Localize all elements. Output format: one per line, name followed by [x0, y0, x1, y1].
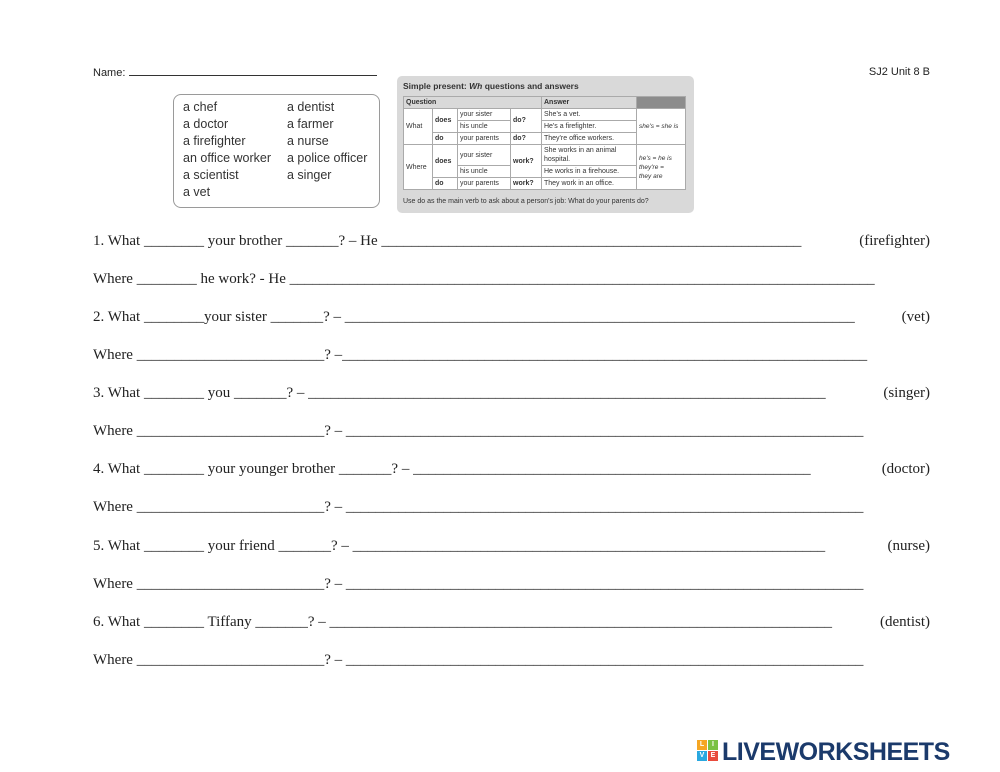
contraction: she's = she is	[639, 123, 679, 130]
question-text: Where _________________________? – _____________________________________________________________________	[93, 499, 864, 515]
name-line	[129, 66, 377, 76]
aux-does: does	[433, 145, 458, 178]
logo-letter: V	[697, 751, 707, 761]
wh-where: Where	[404, 145, 433, 190]
question-text: Where _________________________? – _____________________________________________________________________	[93, 652, 864, 668]
logo-letter: E	[708, 751, 718, 761]
question-line[interactable]	[93, 347, 930, 367]
question-line[interactable]	[93, 385, 930, 405]
question-line[interactable]	[93, 461, 930, 481]
verb: do?	[511, 133, 542, 145]
subject: your parents	[458, 178, 511, 190]
subject: your parents	[458, 133, 511, 145]
contractions	[637, 145, 686, 190]
question-line[interactable]	[93, 271, 930, 291]
question-line[interactable]	[93, 499, 930, 519]
question-text: 1. What ________ your brother _______? – He ________________________________________________________	[93, 233, 802, 249]
word-item: an office worker	[183, 151, 272, 165]
question-line[interactable]	[93, 233, 930, 253]
answer: They're office workers.	[542, 133, 637, 145]
verb: do?	[511, 109, 542, 133]
question-hint: (vet)	[901, 309, 930, 325]
answer: He's a firefighter.	[542, 121, 637, 133]
answer: They work in an office.	[542, 178, 637, 190]
subject: your sister	[458, 145, 511, 166]
word-item: a dentist	[287, 100, 335, 114]
wh-what: What	[404, 109, 433, 145]
grammar-title	[403, 81, 579, 91]
answer: She's a vet.	[542, 109, 637, 121]
subject: your sister	[458, 109, 511, 121]
contraction: he's = he is	[639, 154, 672, 162]
subject: his uncle	[458, 166, 511, 178]
answer-line: hospital.	[544, 156, 571, 163]
verb: work?	[511, 178, 542, 190]
side-header	[637, 97, 686, 109]
aux-does: does	[433, 109, 458, 133]
aux-do: do	[433, 178, 458, 190]
word-item: a singer	[287, 168, 332, 182]
question-line[interactable]	[93, 538, 930, 558]
word-box	[173, 94, 380, 208]
question-text: 2. What ________your sister _______? – ____________________________________________________________________	[93, 309, 855, 325]
question-text: Where _________________________? –______________________________________________________________________	[93, 347, 868, 363]
question-hint: (singer)	[883, 385, 930, 401]
col-question: Question	[404, 97, 542, 109]
grammar-title-wh: Wh	[469, 81, 483, 91]
contraction: they are	[639, 172, 663, 180]
subject: his uncle	[458, 121, 511, 133]
word-item: a vet	[183, 185, 211, 199]
question-text: Where _________________________? – _____________________________________________________________________	[93, 576, 864, 592]
grammar-note: Use do as the main verb to ask about a person's job: What do your parents do?	[403, 198, 649, 205]
liveworksheets-logo[interactable]	[697, 738, 992, 766]
logo-squares-icon	[697, 740, 719, 762]
unit-label: SJ2 Unit 8 B	[868, 66, 930, 78]
answer	[542, 145, 637, 166]
logo-letter: I	[708, 740, 718, 750]
word-item: a police officer	[287, 151, 368, 165]
logo-text: LIVEWORKSHEETS	[722, 738, 950, 766]
word-item: a farmer	[287, 117, 334, 131]
answer-line: She works in an animal	[544, 147, 617, 154]
question-hint: (dentist)	[880, 614, 930, 630]
grammar-title-prefix: Simple present:	[403, 81, 470, 91]
question-text: 3. What ________ you _______? – _____________________________________________________________________	[93, 385, 826, 401]
question-hint: (firefighter)	[859, 233, 930, 249]
word-item: a doctor	[183, 117, 229, 131]
name-field	[93, 66, 377, 79]
grammar-title-suffix: questions and answers	[482, 81, 579, 91]
logo-letter: L	[697, 740, 707, 750]
question-line[interactable]	[93, 614, 930, 634]
name-label: Name:	[93, 67, 126, 79]
question-text: 5. What ________ your friend _______? – _______________________________________________________________	[93, 538, 826, 554]
question-text: 4. What ________ your younger brother _______? – _____________________________________________________	[93, 461, 811, 477]
grammar-table	[403, 96, 686, 190]
question-text: Where ________ he work? - He ______________________________________________________________________________	[93, 271, 875, 287]
word-item: a scientist	[183, 168, 239, 182]
contraction: they're =	[639, 163, 664, 171]
word-item: a chef	[183, 100, 218, 114]
word-item: a nurse	[287, 134, 329, 148]
question-line[interactable]	[93, 576, 930, 596]
contractions	[637, 109, 686, 145]
verb: work?	[511, 145, 542, 178]
question-line[interactable]	[93, 652, 930, 672]
question-hint: (nurse)	[887, 538, 930, 554]
question-text: 6. What ________ Tiffany _______? – ___________________________________________________________________	[93, 614, 833, 630]
word-item: a firefighter	[183, 134, 246, 148]
answer: He works in a firehouse.	[542, 166, 637, 178]
question-line[interactable]	[93, 309, 930, 329]
question-hint: (doctor)	[881, 461, 930, 477]
aux-do: do	[433, 133, 458, 145]
col-answer: Answer	[542, 97, 637, 109]
grammar-box	[397, 76, 694, 213]
question-line[interactable]	[93, 423, 930, 443]
question-text: Where _________________________? – _____________________________________________________________________	[93, 423, 864, 439]
